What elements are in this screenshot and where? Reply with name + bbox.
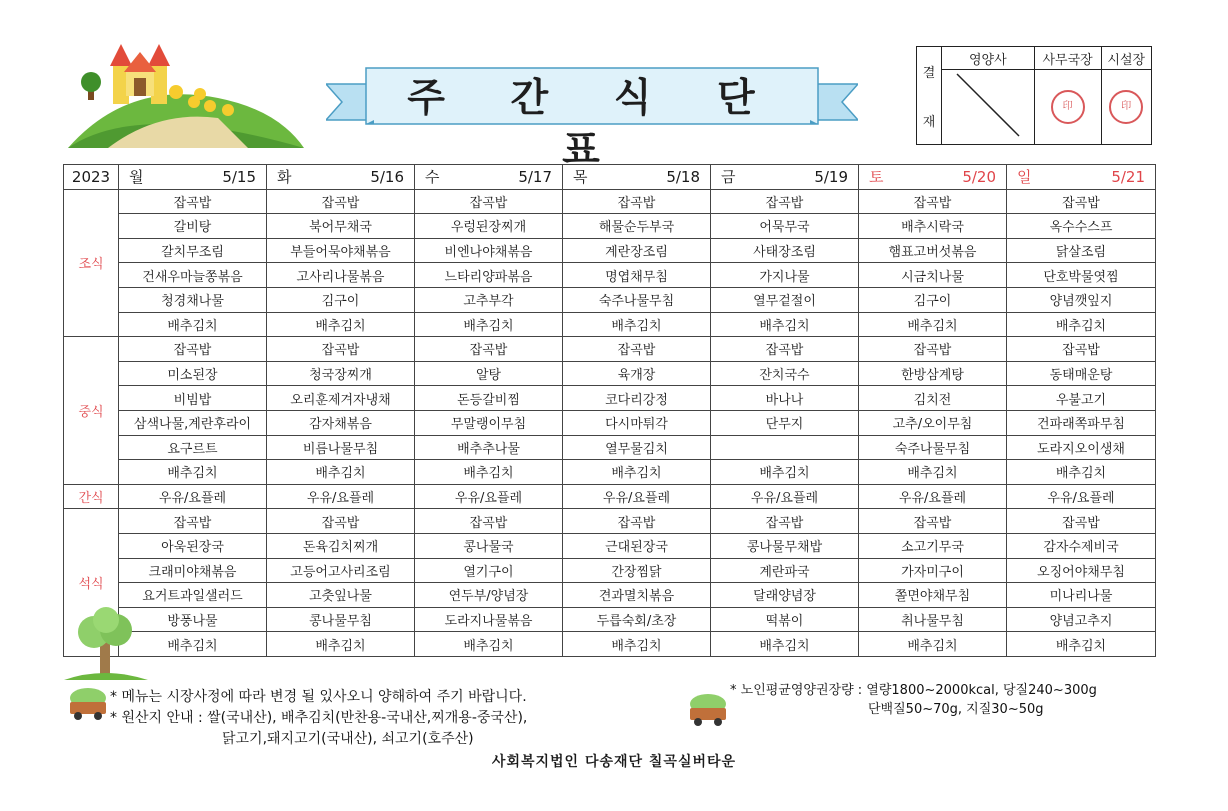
menu-cell: 두릅숙회/초장 (563, 607, 711, 632)
menu-cell: 고추부각 (415, 287, 563, 312)
menu-cell: 우유/요플레 (859, 484, 1007, 509)
menu-cell: 배추김치 (119, 312, 267, 337)
menu-cell: 요구르트 (119, 435, 267, 460)
menu-cell: 쫄면야채무침 (859, 583, 1007, 608)
approval-side-label: 결 재 (917, 47, 942, 145)
menu-cell: 고사리나물볶음 (267, 263, 415, 288)
menu-cell: 느타리양파볶음 (415, 263, 563, 288)
menu-cell (711, 435, 859, 460)
menu-cell: 우유/요플레 (267, 484, 415, 509)
menu-cell: 가자미구이 (859, 558, 1007, 583)
menu-cell: 배추김치 (563, 312, 711, 337)
menu-cell: 배추김치 (119, 460, 267, 485)
note-origin-cont: 닭고기,돼지고기(국내산), 쇠고기(호주산) (222, 731, 474, 747)
page-title: 주 간 식 단 표 (407, 75, 781, 173)
menu-cell: 배추김치 (859, 460, 1007, 485)
menu-cell: 동태매운탕 (1007, 361, 1156, 386)
menu-cell: 배추김치 (563, 460, 711, 485)
day-header-tue: 화 5/16 (267, 165, 415, 190)
menu-cell: 요거트과일샐러드 (119, 583, 267, 608)
menu-cell: 오징어야채무침 (1007, 558, 1156, 583)
menu-cell: 배추김치 (1007, 312, 1156, 337)
menu-cell: 콩나물국 (415, 533, 563, 558)
menu-cell: 배추김치 (267, 312, 415, 337)
menu-cell: 잡곡밥 (563, 189, 711, 214)
note-menu-change: * 메뉴는 시장사정에 따라 변경 될 있사오니 양해하여 주기 바랍니다. (110, 689, 527, 705)
menu-cell: 고등어고사리조림 (267, 558, 415, 583)
menu-cell: 떡볶이 (711, 607, 859, 632)
diagonal-line (953, 70, 1023, 140)
menu-cell: 콩나물무침 (267, 607, 415, 632)
menu-cell: 잡곡밥 (1007, 189, 1156, 214)
approval-box (916, 46, 1152, 145)
truck-icon (686, 692, 730, 728)
table-row (64, 337, 1156, 362)
menu-cell: 알탕 (415, 361, 563, 386)
menu-cell: 배추김치 (711, 460, 859, 485)
menu-cell: 근대된장국 (563, 533, 711, 558)
menu-cell: 우유/요플레 (711, 484, 859, 509)
table-row (64, 263, 1156, 288)
role-nutritionist: 영양사 (942, 47, 1035, 70)
menu-cell: 잡곡밥 (1007, 337, 1156, 362)
table-row (64, 435, 1156, 460)
table-row (64, 509, 1156, 534)
seal-stamp: 印 (1109, 90, 1143, 124)
menu-cell: 미나리나물 (1007, 583, 1156, 608)
menu-cell: 배추김치 (119, 632, 267, 657)
menu-cell: 청국장찌개 (267, 361, 415, 386)
menu-cell: 비빔밥 (119, 386, 267, 411)
menu-cell: 김구이 (859, 287, 1007, 312)
menu-cell: 배추시락국 (859, 214, 1007, 239)
organization-name: 사회복지법인 다송재단 칠곡실버타운 (491, 754, 737, 770)
menu-cell: 잡곡밥 (859, 189, 1007, 214)
menu-cell: 시금치나물 (859, 263, 1007, 288)
day-header-wed: 수 5/17 (415, 165, 563, 190)
menu-cell: 잡곡밥 (563, 509, 711, 534)
menu-cell: 배추김치 (415, 460, 563, 485)
notes (110, 687, 527, 750)
nutrition-line-2: 단백질50~70g, 지질30~50g (868, 702, 1044, 717)
menu-cell: 닭살조림 (1007, 238, 1156, 263)
menu-cell: 배추김치 (415, 632, 563, 657)
menu-cell: 잡곡밥 (267, 189, 415, 214)
day-header-sat: 토 5/20 (859, 165, 1007, 190)
menu-cell: 배추김치 (415, 312, 563, 337)
menu-cell: 미소된장 (119, 361, 267, 386)
menu-cell: 도라지오이생채 (1007, 435, 1156, 460)
tree-clipart (64, 606, 148, 680)
menu-cell: 숙주나물무침 (859, 435, 1007, 460)
menu-cell: 돈육김치찌개 (267, 533, 415, 558)
nutrition-line-1: * 노인평균영양권장량 : 열량1800~2000kcal, 당질240~300g (730, 683, 1097, 698)
menu-cell: 옥수수스프 (1007, 214, 1156, 239)
menu-cell: 바나나 (711, 386, 859, 411)
menu-cell: 한방삼계탕 (859, 361, 1007, 386)
menu-cell: 갈치무조림 (119, 238, 267, 263)
menu-cell: 아욱된장국 (119, 533, 267, 558)
menu-cell: 잡곡밥 (711, 189, 859, 214)
table-row (64, 287, 1156, 312)
menu-cell: 잡곡밥 (563, 337, 711, 362)
director-seal-cell (1101, 70, 1152, 145)
table-row (64, 214, 1156, 239)
menu-cell: 열기구이 (415, 558, 563, 583)
seal-stamp: 印 (1051, 90, 1085, 124)
menu-cell: 열무물김치 (563, 435, 711, 460)
menu-cell: 잡곡밥 (711, 337, 859, 362)
menu-cell: 잡곡밥 (415, 337, 563, 362)
menu-cell: 삼색나물,계란후라이 (119, 410, 267, 435)
menu-cell: 우불고기 (1007, 386, 1156, 411)
menu-cell: 부들어묵야채볶음 (267, 238, 415, 263)
day-header-sun: 일 5/21 (1007, 165, 1156, 190)
table-row (64, 484, 1156, 509)
meal-label: 간식 (64, 484, 119, 509)
table-row (64, 632, 1156, 657)
menu-cell: 고추/오이무침 (859, 410, 1007, 435)
note-origin: * 원산지 안내 : 쌀(국내산), 배추김치(반찬용-국내산,찌개용-중국산), (110, 710, 528, 726)
menu-cell: 코다리강정 (563, 386, 711, 411)
menu-cell: 고춧잎나물 (267, 583, 415, 608)
truck-icon (66, 686, 110, 722)
menu-cell: 연두부/양념장 (415, 583, 563, 608)
table-row (64, 558, 1156, 583)
nutritionist-sign-cell (942, 70, 1035, 145)
menu-cell: 오리훈제겨자냉채 (267, 386, 415, 411)
day-header-fri: 금 5/19 (711, 165, 859, 190)
menu-cell: 단호박물엿찜 (1007, 263, 1156, 288)
table-row (64, 533, 1156, 558)
menu-cell: 명엽채무침 (563, 263, 711, 288)
role-director: 시설장 (1101, 47, 1152, 70)
menu-cell: 계란장조림 (563, 238, 711, 263)
table-row (64, 460, 1156, 485)
menu-cell: 잡곡밥 (119, 337, 267, 362)
menu-cell: 잡곡밥 (1007, 509, 1156, 534)
menu-cell: 배추김치 (1007, 632, 1156, 657)
menu-cell: 양념깻잎지 (1007, 287, 1156, 312)
menu-cell: 햄표고버섯볶음 (859, 238, 1007, 263)
castle-clipart (68, 40, 304, 148)
menu-cell: 사태장조림 (711, 238, 859, 263)
role-office-manager: 사무국장 (1034, 47, 1101, 70)
menu-cell: 비엔나야채볶음 (415, 238, 563, 263)
menu-cell: 김구이 (267, 287, 415, 312)
menu-cell: 잡곡밥 (859, 337, 1007, 362)
menu-cell: 돈등갈비찜 (415, 386, 563, 411)
day-header-mon: 월 5/15 (119, 165, 267, 190)
menu-cell: 잡곡밥 (415, 189, 563, 214)
table-row (64, 361, 1156, 386)
menu-cell: 방풍나물 (119, 607, 267, 632)
menu-cell: 도라지나물볶음 (415, 607, 563, 632)
menu-cell: 열무겉절이 (711, 287, 859, 312)
menu-cell: 해물순두부국 (563, 214, 711, 239)
menu-cell: 감자수제비국 (1007, 533, 1156, 558)
menu-cell: 배추김치 (267, 632, 415, 657)
table-row (64, 583, 1156, 608)
table-row (64, 386, 1156, 411)
menu-cell: 잡곡밥 (267, 509, 415, 534)
menu-cell: 콩나물무채밥 (711, 533, 859, 558)
office-manager-seal-cell (1034, 70, 1101, 145)
menu-cell: 계란파국 (711, 558, 859, 583)
table-row (64, 410, 1156, 435)
menu-cell: 잡곡밥 (267, 337, 415, 362)
menu-cell: 숙주나물무침 (563, 287, 711, 312)
meal-label: 석식 (64, 509, 119, 657)
meal-label: 조식 (64, 189, 119, 337)
menu-cell: 건새우마늘쫑볶음 (119, 263, 267, 288)
menu-cell: 육개장 (563, 361, 711, 386)
menu-cell: 배추김치 (267, 460, 415, 485)
menu-cell: 무말랭이무침 (415, 410, 563, 435)
menu-cell: 건파래쪽파무침 (1007, 410, 1156, 435)
menu-cell: 배추김치 (859, 312, 1007, 337)
menu-cell: 취나물무침 (859, 607, 1007, 632)
menu-cell: 우유/요플레 (119, 484, 267, 509)
meal-label: 중식 (64, 337, 119, 485)
menu-cell: 우렁된장찌개 (415, 214, 563, 239)
menu-cell: 달래양념장 (711, 583, 859, 608)
header-row (64, 165, 1156, 190)
menu-cell: 배추김치 (1007, 460, 1156, 485)
menu-cell: 잡곡밥 (711, 509, 859, 534)
menu-cell: 우유/요플레 (1007, 484, 1156, 509)
menu-cell: 배추추나물 (415, 435, 563, 460)
menu-cell: 배추김치 (711, 632, 859, 657)
menu-cell: 다시마튀각 (563, 410, 711, 435)
menu-cell: 잡곡밥 (119, 509, 267, 534)
table-row (64, 312, 1156, 337)
menu-cell: 배추김치 (711, 312, 859, 337)
menu-cell: 잔치국수 (711, 361, 859, 386)
year-cell: 2023 (64, 165, 119, 190)
menu-cell: 우유/요플레 (415, 484, 563, 509)
menu-cell: 갈비탕 (119, 214, 267, 239)
menu-cell: 간장찜닭 (563, 558, 711, 583)
menu-cell: 비름나물무침 (267, 435, 415, 460)
menu-cell: 잡곡밥 (119, 189, 267, 214)
menu-cell: 잡곡밥 (415, 509, 563, 534)
menu-cell: 소고기무국 (859, 533, 1007, 558)
day-header-thu: 목 5/18 (563, 165, 711, 190)
menu-cell: 배추김치 (563, 632, 711, 657)
menu-cell: 양념고추지 (1007, 607, 1156, 632)
menu-cell: 단무지 (711, 410, 859, 435)
menu-cell: 청경채나물 (119, 287, 267, 312)
menu-cell: 감자채볶음 (267, 410, 415, 435)
table-row (64, 189, 1156, 214)
menu-cell: 어묵무국 (711, 214, 859, 239)
header (0, 0, 1228, 173)
menu-cell: 북어무채국 (267, 214, 415, 239)
nutrition-note (730, 681, 1097, 719)
menu-cell: 김치전 (859, 386, 1007, 411)
weekly-menu-table (63, 164, 1156, 657)
menu-cell: 잡곡밥 (859, 509, 1007, 534)
menu-cell: 배추김치 (859, 632, 1007, 657)
table-row (64, 238, 1156, 263)
menu-cell: 가지나물 (711, 263, 859, 288)
menu-cell: 우유/요플레 (563, 484, 711, 509)
menu-cell: 크래미야채볶음 (119, 558, 267, 583)
menu-cell: 견과멸치볶음 (563, 583, 711, 608)
table-row (64, 607, 1156, 632)
